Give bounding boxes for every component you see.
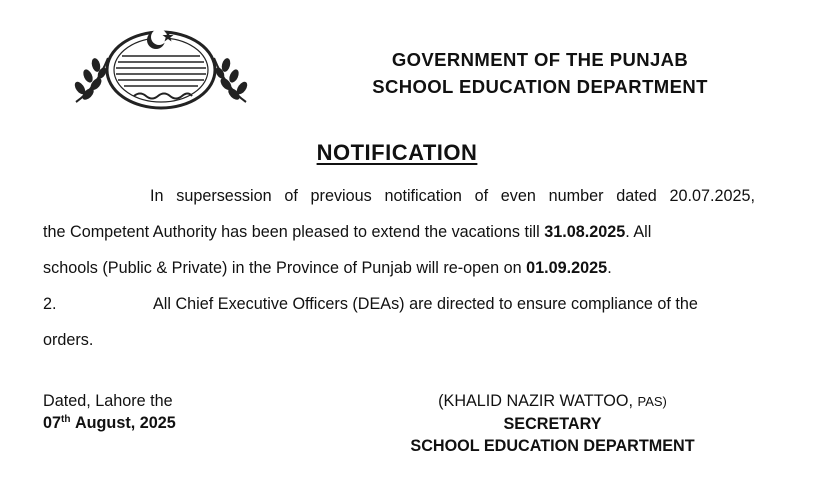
dated-label: Dated, Lahore the xyxy=(43,392,173,410)
issue-month-year: August, 2025 xyxy=(74,414,176,432)
directive-text: All Chief Executive Officers (DEAs) are directed to ensure compliance of the xyxy=(153,295,698,313)
reopen-date: 01.09.2025 xyxy=(526,259,608,277)
signature-block xyxy=(390,390,715,457)
letterhead xyxy=(300,46,780,100)
title-text: NOTIFICATION xyxy=(316,140,478,165)
left-wheat-icon xyxy=(73,57,108,102)
paragraph-2-line-2: orders. xyxy=(43,331,94,349)
signatory-name: (KHALID NAZIR WATTOO, xyxy=(438,392,633,410)
paragraph-1-line-2 xyxy=(43,214,755,250)
right-wheat-icon xyxy=(214,57,249,102)
paragraph-1-line-1: In supersession of previous notification of even number dated 20.07.2025, xyxy=(150,187,755,205)
signatory-department: SCHOOL EDUCATION DEPARTMENT xyxy=(410,437,695,455)
extension-text: the Competent Authority has been pleased to extend the vacations till xyxy=(43,223,540,241)
punjab-government-emblem xyxy=(68,18,254,114)
paragraph-1 xyxy=(43,178,755,286)
paragraph-number: 2. xyxy=(43,295,57,313)
signatory xyxy=(390,390,715,413)
department-name: SCHOOL EDUCATION DEPARTMENT xyxy=(372,76,708,97)
extension-suffix: . All xyxy=(625,223,652,241)
signatory-designation: SECRETARY xyxy=(503,415,602,433)
government-name: GOVERNMENT OF THE PUNJAB xyxy=(391,49,689,70)
reopen-suffix: . xyxy=(607,259,612,277)
dated-block xyxy=(43,390,176,434)
document-title xyxy=(0,140,794,166)
paragraph-1-line-3 xyxy=(43,250,755,286)
issue-date xyxy=(43,412,176,434)
seal-icon xyxy=(107,29,215,108)
paragraph-2 xyxy=(43,286,755,358)
signatory-cadre: PAS) xyxy=(637,394,667,409)
issue-day: 07 xyxy=(43,414,62,432)
vacation-end-date: 31.08.2025 xyxy=(544,223,626,241)
reopen-text: schools (Public & Private) in the Province of Punjab will re-open on xyxy=(43,259,522,277)
issue-day-suffix: th xyxy=(61,414,71,425)
paragraph-2-line-1 xyxy=(43,286,755,322)
